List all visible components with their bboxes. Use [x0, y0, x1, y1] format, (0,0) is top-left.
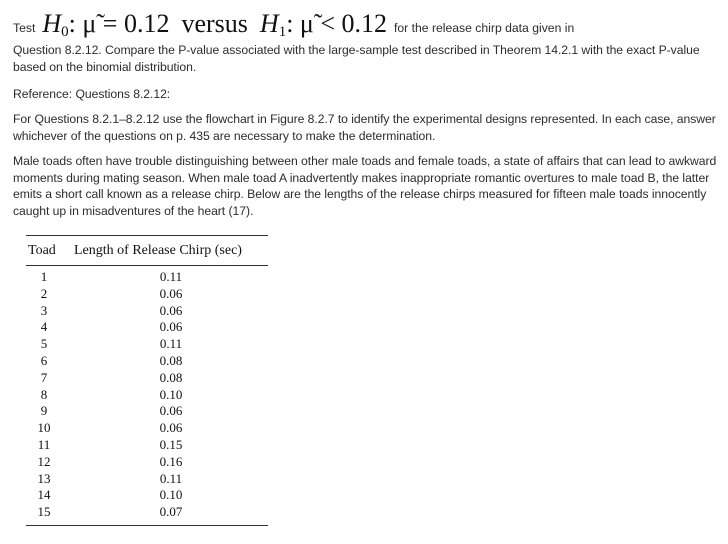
- chirp-length: 0.10: [159, 386, 183, 402]
- chirp-length: 0.15: [159, 436, 183, 452]
- table-header: [26, 236, 268, 265]
- chirp-length: 0.11: [159, 336, 183, 352]
- header-toad: Toad: [28, 242, 56, 258]
- chirp-length: 0.06: [159, 302, 183, 318]
- table-row: [26, 319, 268, 336]
- table-row: [26, 437, 268, 454]
- table-row: [26, 454, 268, 471]
- chirp-length: 0.06: [159, 319, 183, 335]
- table-row: [26, 303, 268, 320]
- toad-number: 13: [37, 470, 51, 486]
- toad-number: 8: [40, 386, 48, 402]
- toad-number: 15: [37, 504, 51, 520]
- chirp-length: 0.06: [159, 420, 183, 436]
- chirp-length: 0.11: [159, 470, 183, 486]
- toad-number: 1: [40, 269, 48, 284]
- chirp-length: 0.08: [159, 369, 183, 385]
- toad-number: 10: [37, 420, 51, 436]
- table-row: [26, 420, 268, 437]
- table-row: [26, 403, 268, 420]
- chirp-length: 0.07: [159, 504, 183, 520]
- reference-text: Reference: Questions 8.2.12:: [13, 87, 171, 101]
- question-first-line: [13, 9, 574, 41]
- table-row: [26, 487, 268, 504]
- toad-number: 5: [40, 336, 48, 352]
- problem-paragraph: Male toads often have trouble distinguishing between other male toads and female toads, a state of affairs that can lead to awkward moments during mating season. When male toad A inadvertently makes inappropriate romantic overtures to male toad B, the latter emits a short call known as a release chirp. Below are the lengths of the release chirps measured for fifteen male toads innocently caught up in misadventures of the heart (17).: [13, 154, 717, 218]
- table-row: [26, 504, 268, 521]
- toad-number: 9: [40, 403, 48, 419]
- table-row: [26, 353, 268, 370]
- chirp-length: 0.06: [159, 403, 183, 419]
- toad-number: 4: [40, 319, 48, 335]
- chirp-length: 0.11: [159, 269, 183, 284]
- instructions-paragraph: For Questions 8.2.1–8.2.12 use the flowchart in Figure 8.2.7 to identify the experimental designs represented. In each case, answer whichever of the questions on p. 435 are necessary to make the determination.: [13, 112, 716, 143]
- chirp-length: 0.16: [159, 453, 183, 469]
- toad-number: 7: [40, 369, 48, 385]
- test-word: Test: [13, 21, 36, 35]
- alternative-hypothesis: $H_1$: μ̃ < 0.12: [259, 9, 388, 40]
- table-row: [26, 370, 268, 387]
- toad-number: 2: [40, 285, 48, 301]
- versus-word: versus: [181, 9, 248, 38]
- question-line-end: for the release chirp data given in: [394, 21, 575, 35]
- table-row: [26, 471, 268, 488]
- table-row: [26, 387, 268, 404]
- toad-number: 3: [40, 302, 48, 318]
- toad-number: 14: [37, 487, 51, 503]
- question-continuation: Question 8.2.12. Compare the P-value associated with the large-sample test described in Theorem 14.2.1 with the exact P-value based on the binomial distribution.: [13, 43, 700, 74]
- toad-number: 12: [37, 453, 51, 469]
- table-row: [26, 336, 268, 353]
- table-body: [26, 266, 268, 525]
- toad-number: 11: [37, 436, 51, 452]
- chirp-length: 0.06: [159, 285, 183, 301]
- toad-number: 6: [40, 352, 48, 368]
- null-hypothesis: $H_0$: μ̃ = 0.12: [42, 9, 170, 40]
- chirp-length: 0.10: [159, 487, 183, 503]
- header-length: Length of Release Chirp (sec): [74, 242, 242, 258]
- chirp-length: 0.08: [159, 352, 183, 368]
- table-row: [26, 269, 268, 286]
- release-chirp-table: [26, 235, 268, 526]
- table-row: [26, 286, 268, 303]
